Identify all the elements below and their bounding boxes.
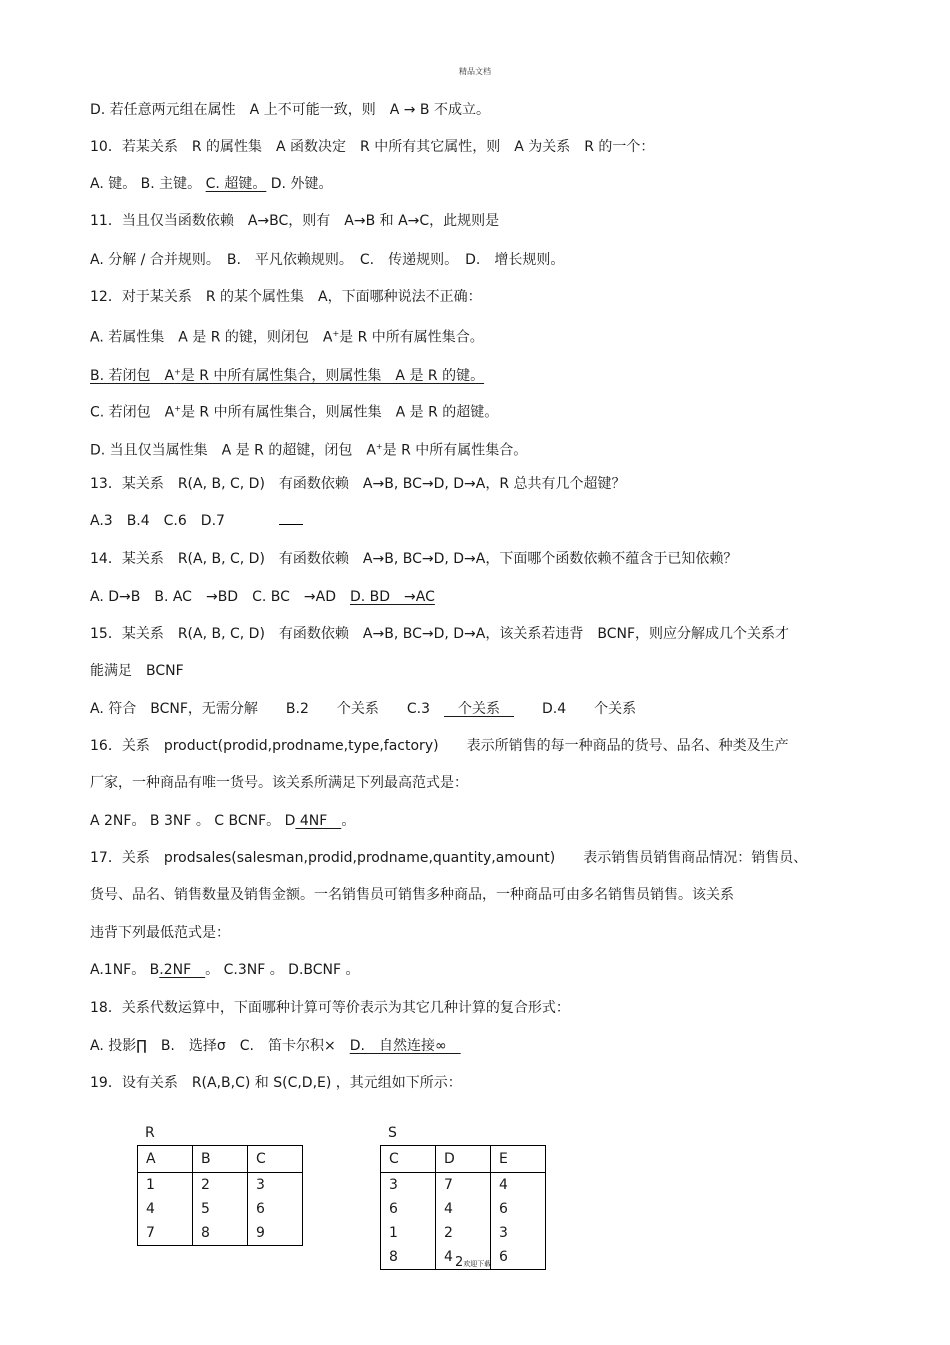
q13-question: 13．某关系 R(A, B, C, D) 有函数依赖 A→B, BC→D, D→A，R 总共有几个超键？ [90,476,626,492]
q10-options [90,174,332,194]
closure-sup: + [375,442,383,451]
table-cell: 4 [138,1197,193,1221]
q13-options-text: A.3 B.4 C.6 D.7 [90,513,225,529]
q16-options-end: 。 [341,813,356,829]
q12-a-text-end: 是 R 中所有属性集合。 [339,329,484,346]
q12-question: 12．对于某关系 R 的某个属性集 A，下面哪种说法不正确： [90,289,482,305]
q18-options-text: A. 投影∏ B. 选择σ C. 笛卡尔积× [90,1038,350,1054]
q17-question-cont: 货号、品名、销售数量及销售金额。一名销售员可销售多种商品，一种商品可由多名销售员销售。该关系 [90,887,734,903]
q16-question-cont: 厂家，一种商品有唯一货号。该关系所满足下列最高范式是： [90,775,468,791]
q12-option-b [90,362,484,386]
table-cell: 3 [248,1173,303,1198]
page-footer [455,1255,491,1270]
table-cell: 1 [381,1221,436,1245]
q12-d-text: D. 当且仅当属性集 A 是 R 的超键，闭包 A [90,442,376,459]
footer-text: 欢迎下载 [463,1260,492,1268]
q17-options-end: 。 C.3NF 。 D.BCNF 。 [205,962,360,978]
q17-question: 17．关系 prodsales(salesman,prodid,prodname,quantity,amount) 表示销售员销售商品情况：销售员、 [90,850,808,866]
q15-question-cont: 能满足 BCNF [90,663,184,679]
table-header-cell: A [138,1146,193,1173]
q14-options-text: A. D→B B. AC →BD C. BC →AD [90,589,350,605]
table-cell: 4 [491,1173,546,1198]
closure-sup: + [174,404,181,413]
table-row [381,1197,546,1221]
table-cell: 6 [381,1197,436,1221]
table-cell: 4 [436,1197,491,1221]
q15-options-text: A. 符合 BCNF，无需分解 B.2 个关系 C.3 [90,701,444,717]
table-row [138,1173,303,1198]
table-cell: 3 [491,1221,546,1245]
q14-answer: D. BD →AC [349,589,435,605]
table-cell: 9 [248,1221,303,1246]
table-row [381,1173,546,1198]
table-cell: 8 [381,1245,436,1270]
q12-b-text: B. 若闭包 A [90,367,175,384]
q10-option-d: D. 外键。 [266,176,333,192]
q16-answer: 4NF [295,813,342,829]
table-cell: 6 [491,1197,546,1221]
q10-question: 10．若某关系 R 的属性集 A 函数决定 R 中所有其它属性，则 A 为关系 R 的一个： [90,139,655,155]
q15-options [90,699,636,719]
q15-question: 15．某关系 R(A, B, C, D) 有函数依赖 A→B, BC→D, D→A，该关系若违背 BCNF，则应分解成几个关系才 [90,626,790,642]
table-header-cell: E [491,1146,546,1173]
table-cell: 8 [193,1221,248,1246]
q17-answer: .2NF [159,962,206,978]
q12-d-text-end: 是 R 中所有属性集合。 [382,442,528,459]
q12-option-a [90,324,484,348]
q11-question: 11．当且仅当函数依赖 A→BC，则有 A→B 和 A→C，此规则是 [90,213,500,229]
q14-options [90,587,435,607]
table-header-cell: D [436,1146,491,1173]
q12-b-text-end: 是 R 中所有属性集合，则属性集 A 是 R 的键。 [180,367,485,384]
q17-question-cont2: 违背下列最低范式是： [90,925,230,941]
q16-options-text: A 2NF。 B 3NF 。 C BCNF。 D [90,813,296,829]
page-number: 2 [455,1255,464,1270]
table-cell: 7 [138,1221,193,1246]
table-header-row [138,1146,303,1173]
table-header-cell: B [193,1146,248,1173]
q17-options-text: A.1NF。 B [90,962,160,978]
q11-options: A. 分解 / 合并规则。 B. 平凡依赖规则。 C. 传递规则。 D. 增长规则。 [90,252,565,268]
q10-options-ab: A. 键。 B. 主键。 [90,176,206,192]
q12-a-text: A. 若属性集 A 是 R 的键，则闭包 A [90,329,333,346]
table-header-cell: C [248,1146,303,1173]
q19-question: 19．设有关系 R(A,B,C) 和 S(C,D,E) ，其元组如下所示： [90,1075,462,1091]
q16-question: 16．关系 product(prodid,prodname,type,factory) 表示所销售的每一种商品的货号、品名、种类及生产 [90,738,789,754]
table-header-cell: C [381,1146,436,1173]
q15-options-end: D.4 个关系 [513,701,637,717]
q18-question: 18．关系代数运算中，下面哪种计算可等价表示为其它几种计算的复合形式： [90,1000,570,1016]
table-row [138,1197,303,1221]
q12-c-text: C. 若闭包 A [90,404,175,421]
closure-sup: + [174,367,181,376]
q10-answer: C. 超键。 [205,176,267,192]
table-cell: 5 [193,1197,248,1221]
q9-option-d: D. 若任意两元组在属性 A 上不可能一致，则 A → B 不成立。 [90,102,490,118]
page-header: 精品文档 [459,67,491,76]
table-r [137,1145,303,1246]
q12-c-text-end: 是 R 中所有属性集合，则属性集 A 是 R 的超键。 [180,404,499,421]
table-cell: 6 [248,1197,303,1221]
table-cell: 3 [381,1173,436,1198]
table-r-label: R [145,1125,155,1141]
table-s-label: S [388,1125,397,1141]
q18-options [90,1036,461,1056]
q15-answer: 个关系 [443,701,514,717]
table-cell: 2 [436,1221,491,1245]
table-cell: 6 [491,1245,546,1270]
q18-answer: D. 自然连接∞ [349,1038,461,1054]
q12-option-d [90,437,527,461]
table-cell: 4 [436,1245,491,1270]
closure-sup: + [332,329,340,338]
q12-option-c [90,399,498,423]
q16-options [90,811,355,831]
table-header-row [381,1146,546,1173]
table-cell: 2 [193,1173,248,1198]
table-row [138,1221,303,1246]
table-cell: 7 [436,1173,491,1198]
answer-blank [279,512,303,525]
q14-question: 14．某关系 R(A, B, C, D) 有函数依赖 A→B, BC→D, D→A，下面哪个函数依赖不蕴含于已知依赖？ [90,551,738,567]
table-row [381,1221,546,1245]
q13-options [90,511,303,531]
q17-options [90,960,360,980]
table-s [380,1145,546,1270]
table-cell: 1 [138,1173,193,1198]
